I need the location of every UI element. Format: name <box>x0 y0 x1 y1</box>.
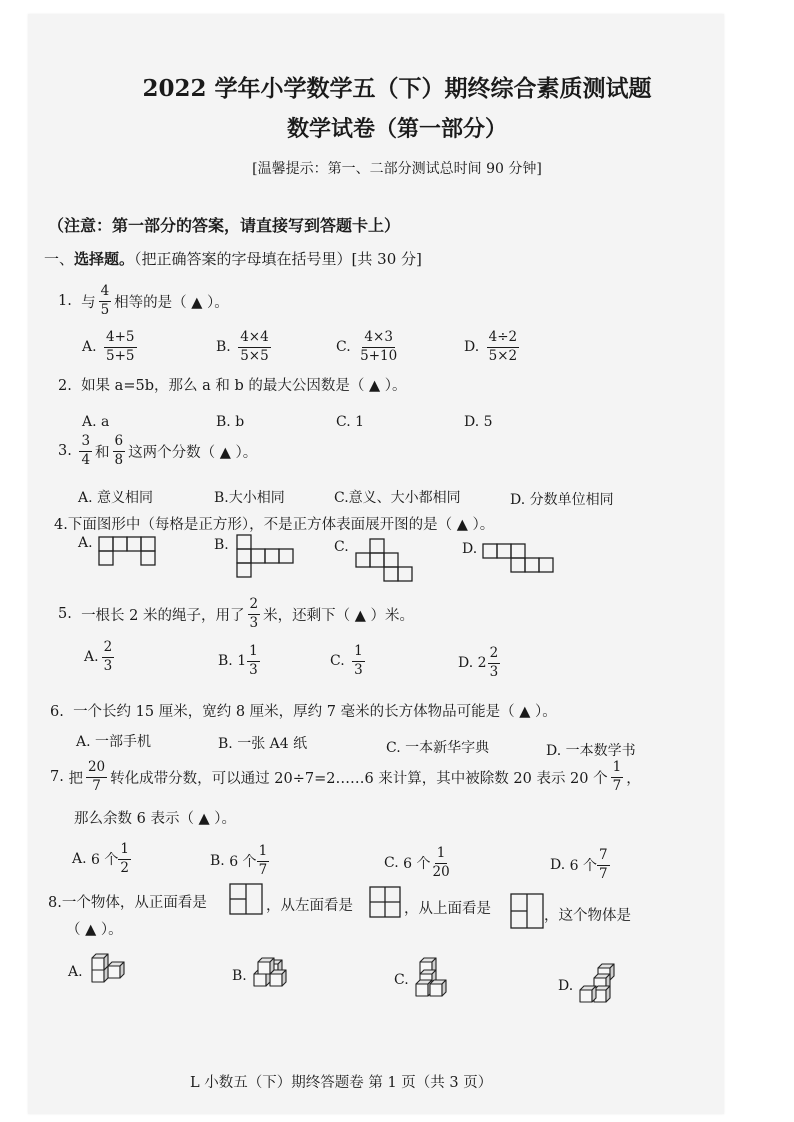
question-text: 与 <box>81 294 96 311</box>
question-number: 1. <box>58 293 72 310</box>
q6-option-a[interactable]: A. 一部手机 <box>76 734 152 750</box>
q7-option-a[interactable]: A. 6 个 $\frac{1}{2}$ <box>72 841 129 876</box>
q8-option-d[interactable]: D. <box>558 978 574 994</box>
q3-option-b[interactable]: B.大小相同 <box>214 490 285 506</box>
question-2: 2. 如果 a=5b，那么 a 和 b 的最大公因数是（ ▲ ）。 <box>58 378 407 394</box>
solid-d-figure <box>580 964 614 1002</box>
q4-option-d[interactable]: D. <box>462 541 478 557</box>
q4-option-c[interactable]: C. <box>334 539 349 555</box>
q5-option-c[interactable]: C. $\frac{1}{3}$ <box>330 643 363 678</box>
fraction: $\frac{6}{8}$ <box>114 433 124 468</box>
q2-option-c[interactable]: C. 1 <box>336 414 365 430</box>
q2-option-a[interactable]: A. a <box>82 414 110 430</box>
q1-option-b[interactable]: B. $\frac{4\times 4}{5\times 5}$ <box>216 329 269 364</box>
section-desc: （把正确答案的字母填在括号里）[共 30 分] <box>134 250 422 268</box>
time-hint: [温馨提示：第一、二部分测试总时间 90 分钟] <box>252 161 542 177</box>
question-8-text-4: ，这个物体是 <box>544 908 631 924</box>
fraction: $\frac{4}{5}$ <box>100 283 110 318</box>
exam-title: 2022 学年小学数学五（下）期终综合素质测试题 <box>142 75 652 102</box>
q1-option-c[interactable]: C. $\frac{4\times 3}{5+10}$ <box>336 329 398 364</box>
question-8-line2: （ ▲ ）。 <box>66 922 123 938</box>
q5-option-b[interactable]: B. 1 $\frac{1}{3}$ <box>218 643 258 678</box>
q2-option-d[interactable]: D. 5 <box>464 414 493 430</box>
question-7-line2: 那么余数 6 表示（ ▲ ）。 <box>74 811 237 827</box>
q3-option-c[interactable]: C.意义、大小都相同 <box>334 490 461 506</box>
section-name: 选择题。 <box>74 250 135 268</box>
question-text: 相等的是（ ▲ ）。 <box>114 294 229 311</box>
section-number: 一、 <box>44 250 75 268</box>
q3-option-a[interactable]: A. 意义相同 <box>78 490 154 506</box>
q5-option-a[interactable]: A. $\frac{2}{3}$ <box>84 639 113 674</box>
solid-b-figure <box>254 958 286 986</box>
exam-subtitle: 数学试卷（第一部分） <box>286 116 507 142</box>
q8-option-b[interactable]: B. <box>232 968 247 984</box>
fraction: $\frac{1}{7}$ <box>612 759 622 794</box>
q5-option-d[interactable]: D. 2 $\frac{2}{3}$ <box>458 645 499 680</box>
question-6: 6. 一个长约 15 厘米，宽约 8 厘米，厚约 7 毫米的长方体物品可能是（ ▲ ）。 <box>50 704 557 720</box>
page-footer: L 小数五（下）期终答题卷 第 1 页（共 3 页） <box>190 1075 493 1091</box>
q7-option-d[interactable]: D. 6 个 $\frac{7}{7}$ <box>550 847 608 882</box>
q2-option-b[interactable]: B. b <box>216 414 245 430</box>
question-8-text-2: ，从左面看是 <box>266 898 353 914</box>
question-7: 7. 把 $\frac{20}{7}$ 转化成带分数，可以通过 20÷7=2……6 来计算，其中被除数 20 表示 20 个 $\frac{1}{7}$ ， <box>50 759 641 794</box>
fraction: $\frac{2}{3}$ <box>249 596 259 631</box>
q6-option-c[interactable]: C. 一本新华字典 <box>386 740 490 756</box>
q8-option-c[interactable]: C. <box>394 972 409 988</box>
q6-option-b[interactable]: B. 一张 A4 纸 <box>218 736 308 752</box>
q7-option-b[interactable]: B. 6 个 $\frac{1}{7}$ <box>210 843 268 878</box>
question-8-text-3: ，从上面看是 <box>404 901 491 917</box>
solid-a-figure <box>92 954 124 982</box>
q4-option-b[interactable]: B. <box>214 537 229 553</box>
q4-option-a[interactable]: A. <box>78 535 93 551</box>
q1-option-d[interactable]: D. $\frac{4\div 2}{5\times 2}$ <box>464 329 518 364</box>
fraction: $\frac{3}{4}$ <box>81 433 91 468</box>
solid-c-figure <box>416 958 446 996</box>
q7-option-c[interactable]: C. 6 个 $\frac{1}{20}$ <box>384 845 450 880</box>
fraction: $\frac{20}{7}$ <box>87 759 106 794</box>
q6-option-d[interactable]: D. 一本数学书 <box>546 743 636 759</box>
q1-option-a[interactable]: A. $\frac{4+5}{5+5}$ <box>82 329 135 364</box>
question-8: 8.一个物体，从正面看是 <box>48 895 207 911</box>
q3-option-d[interactable]: D. 分数单位相同 <box>510 492 614 508</box>
answer-notice: （注意：第一部分的答案，请直接写到答题卡上） <box>48 216 401 235</box>
question-3: 3. $\frac{3}{4}$ 和 $\frac{6}{8}$ 这两个分数（ ▲ ）。 <box>58 433 258 468</box>
question-4: 4.下面图形中（每格是正方形），不是正方体表面展开图的是（ ▲ ）。 <box>54 517 495 533</box>
question-5: 5. 一根长 2 米的绳子，用了 $\frac{2}{3}$ 米，还剩下（ ▲ ）米。 <box>58 596 414 631</box>
q8-option-a[interactable]: A. <box>68 964 83 980</box>
